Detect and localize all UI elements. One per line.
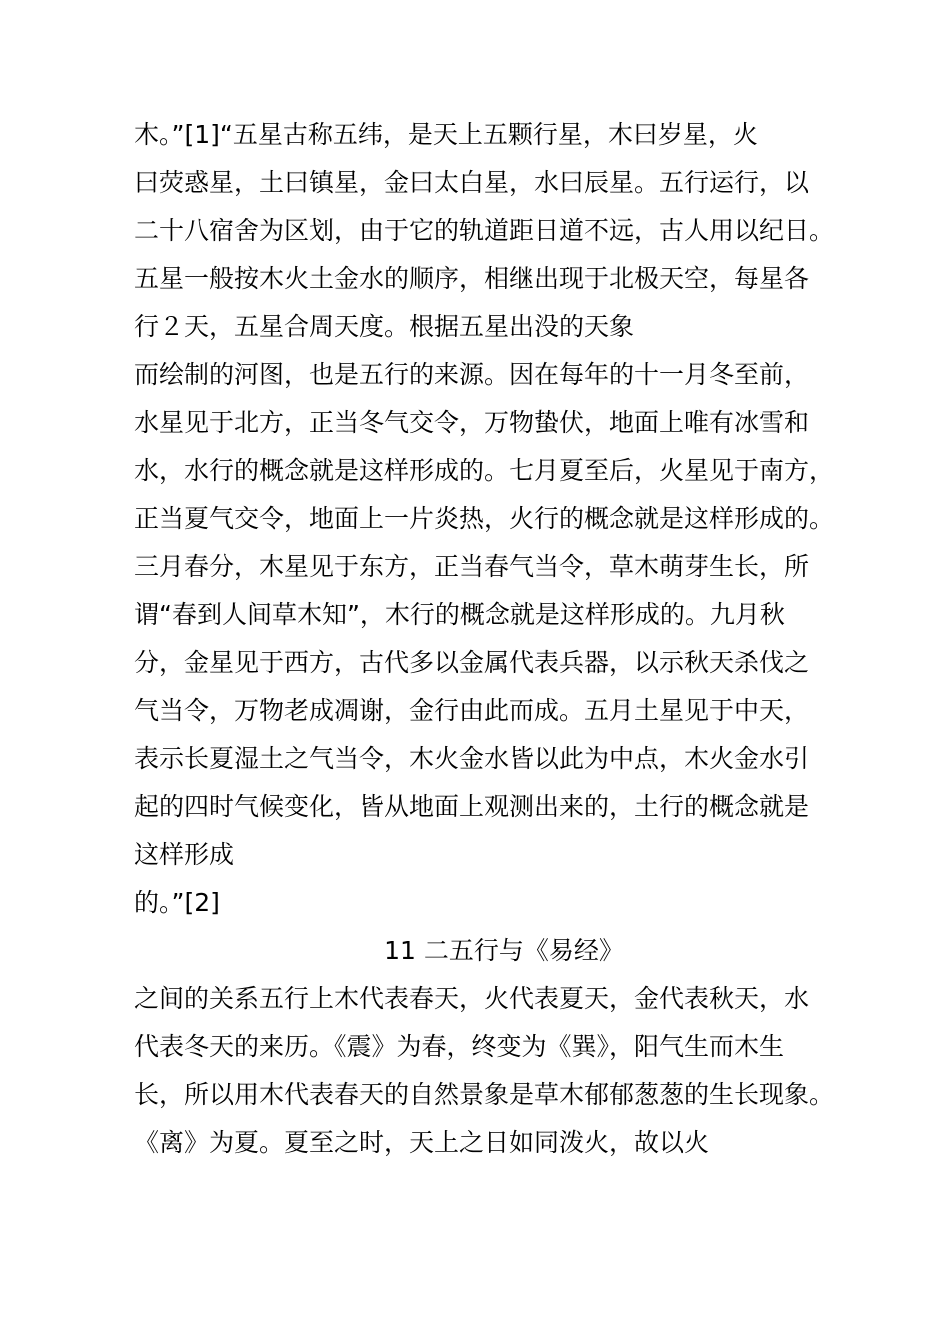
- text-line: 《离》为夏。夏至之时，天上之日如同泼火，故以火: [134, 1128, 710, 1157]
- text-line: 三月春分，木星见于东方，正当春气当令，草木萌芽生长，所: [134, 552, 810, 581]
- text-line: 水，水行的概念就是这样形成的。七月夏至后，火星见于南方，: [134, 456, 835, 485]
- text-line: 正当夏气交令，地面上一片炎热，火行的概念就是这样形成的。: [134, 504, 835, 533]
- text-line: 二十八宿舍为区划，由于它的轨道距日道不远，古人用以纪日。: [134, 216, 835, 245]
- text-line: 长，所以用木代表春天的自然景象是草木郁郁葱葱的生长现象。: [134, 1080, 835, 1109]
- text-line: 五星一般按木火土金水的顺序，相继出现于北极天空，每星各: [134, 264, 810, 293]
- section-heading: 11 二五行与《易经》: [384, 936, 624, 965]
- text-line: 木。”[1]“五星古称五纬，是天上五颗行星，木曰岁星，火: [134, 120, 758, 149]
- document-body: [134, 111, 834, 1167]
- text-line: 分，金星见于西方，古代多以金属代表兵器，以示秋天杀伐之: [134, 648, 810, 677]
- text-line: 水星见于北方，正当冬气交令，万物蛰伏，地面上唯有冰雪和: [134, 408, 810, 437]
- text-line: 表示长夏湿土之气当令，木火金水皆以此为中点，木火金水引: [134, 744, 810, 773]
- text-line: 的。”[2]: [134, 888, 220, 917]
- text-line: 起的四时气候变化，皆从地面上观测出来的，土行的概念就是: [134, 792, 810, 821]
- text-line: 气当令，万物老成凋谢，金行由此而成。五月土星见于中天，: [134, 696, 810, 725]
- text-line: 行２天，五星合周天度。根据五星出没的天象: [134, 312, 635, 341]
- text-line: 这样形成: [134, 840, 235, 869]
- text-line: 谓“春到人间草木知”，木行的概念就是这样形成的。九月秋: [134, 600, 785, 629]
- text-line: 而绘制的河图，也是五行的来源。因在每年的十一月冬至前，: [134, 360, 810, 389]
- text-line: 代表冬天的来历。《震》为春，终变为《巽》，阳气生而木生: [134, 1032, 785, 1061]
- text-line: 之间的关系五行上木代表春天，火代表夏天，金代表秋天，水: [134, 984, 810, 1013]
- text-line: 曰荧惑星，土曰镇星，金曰太白星，水曰辰星。五行运行，以: [134, 168, 810, 197]
